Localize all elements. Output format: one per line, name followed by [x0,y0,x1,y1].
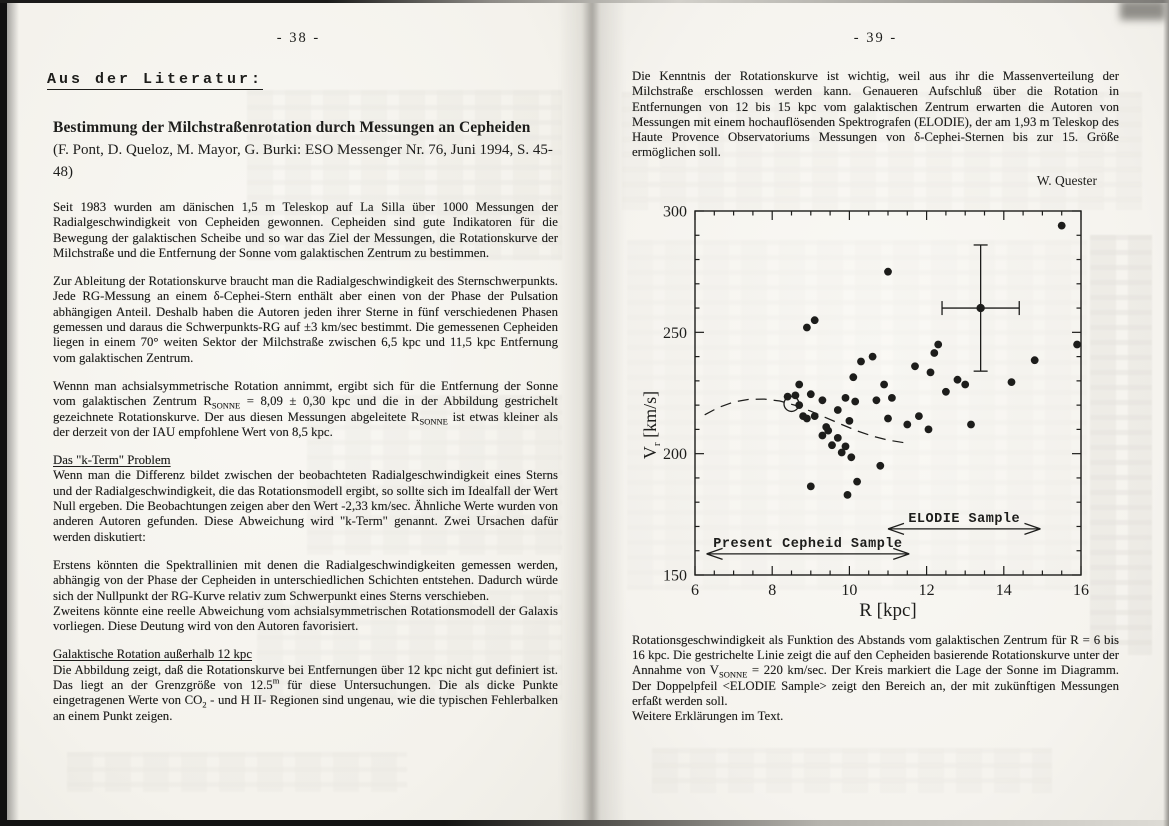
data-point [847,453,855,461]
data-point [925,425,933,433]
data-point [834,434,842,442]
data-point [807,390,815,398]
paragraph-rotation-12kpc: Die Abbildung zeigt, daß die Rotationskurve bei Entfernungen über 12 kpc nicht gut definiert ist. Das liegt an der Grenzgröße von 12.5$^m$ für diese Untersuchungen. Die als dicke Punkte eingetragenen Werte von $CO_2$ - und H II- Regionen sind ungenau, wie die typischen Fehlerbalken an einem Punkt zeigen. [53,662,558,723]
figure-caption [632,633,1119,725]
scan-corner-shadow [1120,0,1166,20]
data-point [954,376,962,384]
rotation-curve-chart [640,197,1110,622]
data-point [811,412,819,420]
paragraph-erstens: Erstens könnten die Spektrallinien mit denen die Radialgeschwindigkeiten gemessen werden, abhängig von der Phase der Cepheiden in unterschiedlichen Schichten entstehen. Dadurch würde sich der Nullpunkt der RG-Kurve relativ zum Schwerpunkt eines Sterns verschieben. [53,557,558,603]
svg-text:150: 150 [663,567,687,585]
article-authors: (F. Pont, D. Queloz, M. Mayor, G. Burki: ESO Messenger Nr. 76, Juni 1994, S. 45-48) [53,142,553,180]
svg-text:250: 250 [663,324,687,342]
paragraph-sun-distance: Wennn man achsialsymmetrische Rotation annimmt, ergibt sich für die Entfernung der Sonne vom galaktischen Zentrum $R_{SONNE} = 8,09 \pm 0,30$ kpc und die in der Abbildung gestrichelt gezeichnete Rotationskurve. Der aus diesen Messungen abgeleitete $R_{SONNE}$ ist etwas kleiner als der derzeit von der IAU empfohlene Wert von 8,5 kpc. [53,378,558,439]
data-point [930,349,938,357]
error-bar-point [942,245,1019,371]
page-number-right: - 39 - [853,30,898,46]
heading-k-term: Das "k-Term" Problem [53,453,171,468]
data-point [915,412,923,420]
data-point [1031,356,1039,364]
svg-text:300: 300 [663,203,687,221]
data-point [942,388,950,396]
data-point [849,373,857,381]
section-heading-literatur: Aus der Literatur: [47,71,264,88]
data-point [857,357,865,365]
figure-rotation-curve [640,197,1119,627]
svg-text:16: 16 [1073,581,1089,599]
page-left [7,0,592,826]
data-point [967,420,975,428]
data-point [803,323,811,331]
paragraph-k-term: Wenn man die Differenz bildet zwischen der beobachteten Radialgeschwindigkeit eines Sterns und der Radialgeschwindigkeit, die das Rotationsmodell ergibt, so sollte sich im Idealfall der Wert Null ergeben. Die Beobachtungen zeigen aber den Wert -2,33 km/sec. Ähnliche Werte wurden von anderen Autoren gefunden. Diese Abweichung wird "k-Term" genannt. Zwei Ursachen dafür werden diskutiert: [53,468,558,544]
paragraph-rotation-importance: Die Kenntnis der Rotationskurve ist wichtig, weil aus ihr die Massenverteilung der Milchstraße erschlossen werden kann. Genaueren Aufschluß über die Rotation in Entfernungen von 12 bis 15 kpc vom galaktischen Zentrum erwarten die Autoren von Messungen mit einem hochauflösenden Spektrografen (ELODIE), der am 1,93 m Teleskop des Haute Provence Observatoriums Messungen von δ-Cephei-Sternen bis zur 15. Größe ermöglichen soll. [632,69,1119,160]
data-point [1008,378,1016,386]
data-point [851,397,859,405]
data-point [795,380,803,388]
article-title: Bestimmung der Milchstraßenrotation durch Messungen an Cepheiden [53,119,531,136]
data-point [884,268,892,276]
data-point [842,394,850,402]
data-point [842,442,850,450]
page-right [592,0,1163,826]
author-signature: W. Quester [1036,172,1097,188]
data-point [880,380,888,388]
data-point [811,316,819,324]
bleed-through-text [652,748,1052,793]
svg-text:8: 8 [768,581,777,599]
paragraph-zweitens: Zweitens könnte eine reelle Abweichung vom achsialsymmetrischen Rotationsmodell der Galaxis vorliegen. Diese Deutung wird von den Autoren favorisiert. [53,603,558,634]
paragraph-intro: Seit 1983 wurden am dänischen 1,5 m Teleskop auf La Silla über 1000 Messungen der Radialgeschwindigkeit von Cepheiden gewonnen. Cepheiden sind gute Indikatoren für die Bewegung der galaktischen Scheibe und so war das Ziel der Messungen, die Rotationskurve der Milchstraße und die Entfernung der Sonne vom galaktischen Zentrum zu bestimmen. [53,200,558,260]
sample-range-label: ELODIE Sample [908,511,1021,527]
data-point [888,394,896,402]
svg-text:14: 14 [995,581,1012,599]
data-point [1073,340,1081,348]
bleed-through-text [67,752,407,792]
sample-range-arrow-present [707,537,910,560]
svg-text:10: 10 [841,581,858,599]
data-point [846,417,854,425]
data-point [803,414,811,422]
scan-edge-left-fade [7,0,19,826]
svg-text:200: 200 [663,445,687,463]
caption-note: Weitere Erklärungen im Text. [632,709,784,724]
data-point [869,352,877,360]
data-point [807,482,815,490]
sample-range-label: Present Cepheid Sample [713,536,903,552]
data-point [853,477,861,485]
data-point [828,441,836,449]
data-point [876,462,884,470]
paragraph-method: Zur Ableitung der Rotationskurve braucht man die Radialgeschwindigkeit des Sternschwerpunkts. Jede RG-Messung an einem δ-Cephei-Stern enthält aber einen von der Phase der Pulsation abhängigen Anteil. Deshalb haben die Autoren jeden ihrer Sterne in fünf verschiedenen Phasen gemessen und daraus die Schwerpunkts-RG auf ±3 km/sec bestimmt. Die gemessenen Cepheiden liegen in einem 70° weiten Sektor der Milchstraße zwischen 6,5 kpc und 11,5 kpc Entfernung vom galaktischen Zentrum. [53,274,558,365]
data-point [927,368,935,376]
axis-ticks [695,211,1081,575]
page-number-left: - 38 - [276,30,321,46]
scan-edge-left [0,0,7,826]
sample-range-arrow-elodie [888,512,1040,534]
data-point [824,426,832,434]
chart-frame [695,211,1081,575]
svg-text:6: 6 [691,581,699,599]
scan-edge-top [0,0,1169,3]
caption-text: Rotationsgeschwindigkeit als Funktion des Abstands vom galaktischen Zentrum für R = 6 bis 16 kpc. Die gestrichelte Linie zeigt die auf den Cepheiden basierende Rotationskurve unter der Annahme von $V_{SONNE} = 220$ km/sec. Der Kreis markiert die Lage der Sonne im Diagramm. Der Doppelpfeil <ELODIE Sample> zeigt den Bereich an, der mit zukünftigen Messungen erfaßt werden soll. [632,632,1119,708]
heading-galactic-rotation: Galaktische Rotation außerhalb 12 kpc [53,647,253,662]
data-point [934,340,942,348]
x-axis-label: R [kpc] [859,599,917,621]
data-point [911,362,919,370]
scan-edge-right [1163,0,1169,826]
data-point [961,380,969,388]
data-point [834,406,842,414]
data-point [819,396,827,404]
svg-text:Vr [km/s]: $V_r$ [km/s] [640,390,663,459]
y-axis-label [640,391,663,459]
data-points [784,221,1081,498]
data-point [1058,221,1066,229]
data-point [873,396,881,404]
data-point [903,420,911,428]
data-point [884,414,892,422]
svg-text:12: 12 [918,581,935,599]
data-point [844,491,852,499]
scan-edge-bottom [0,820,1169,826]
